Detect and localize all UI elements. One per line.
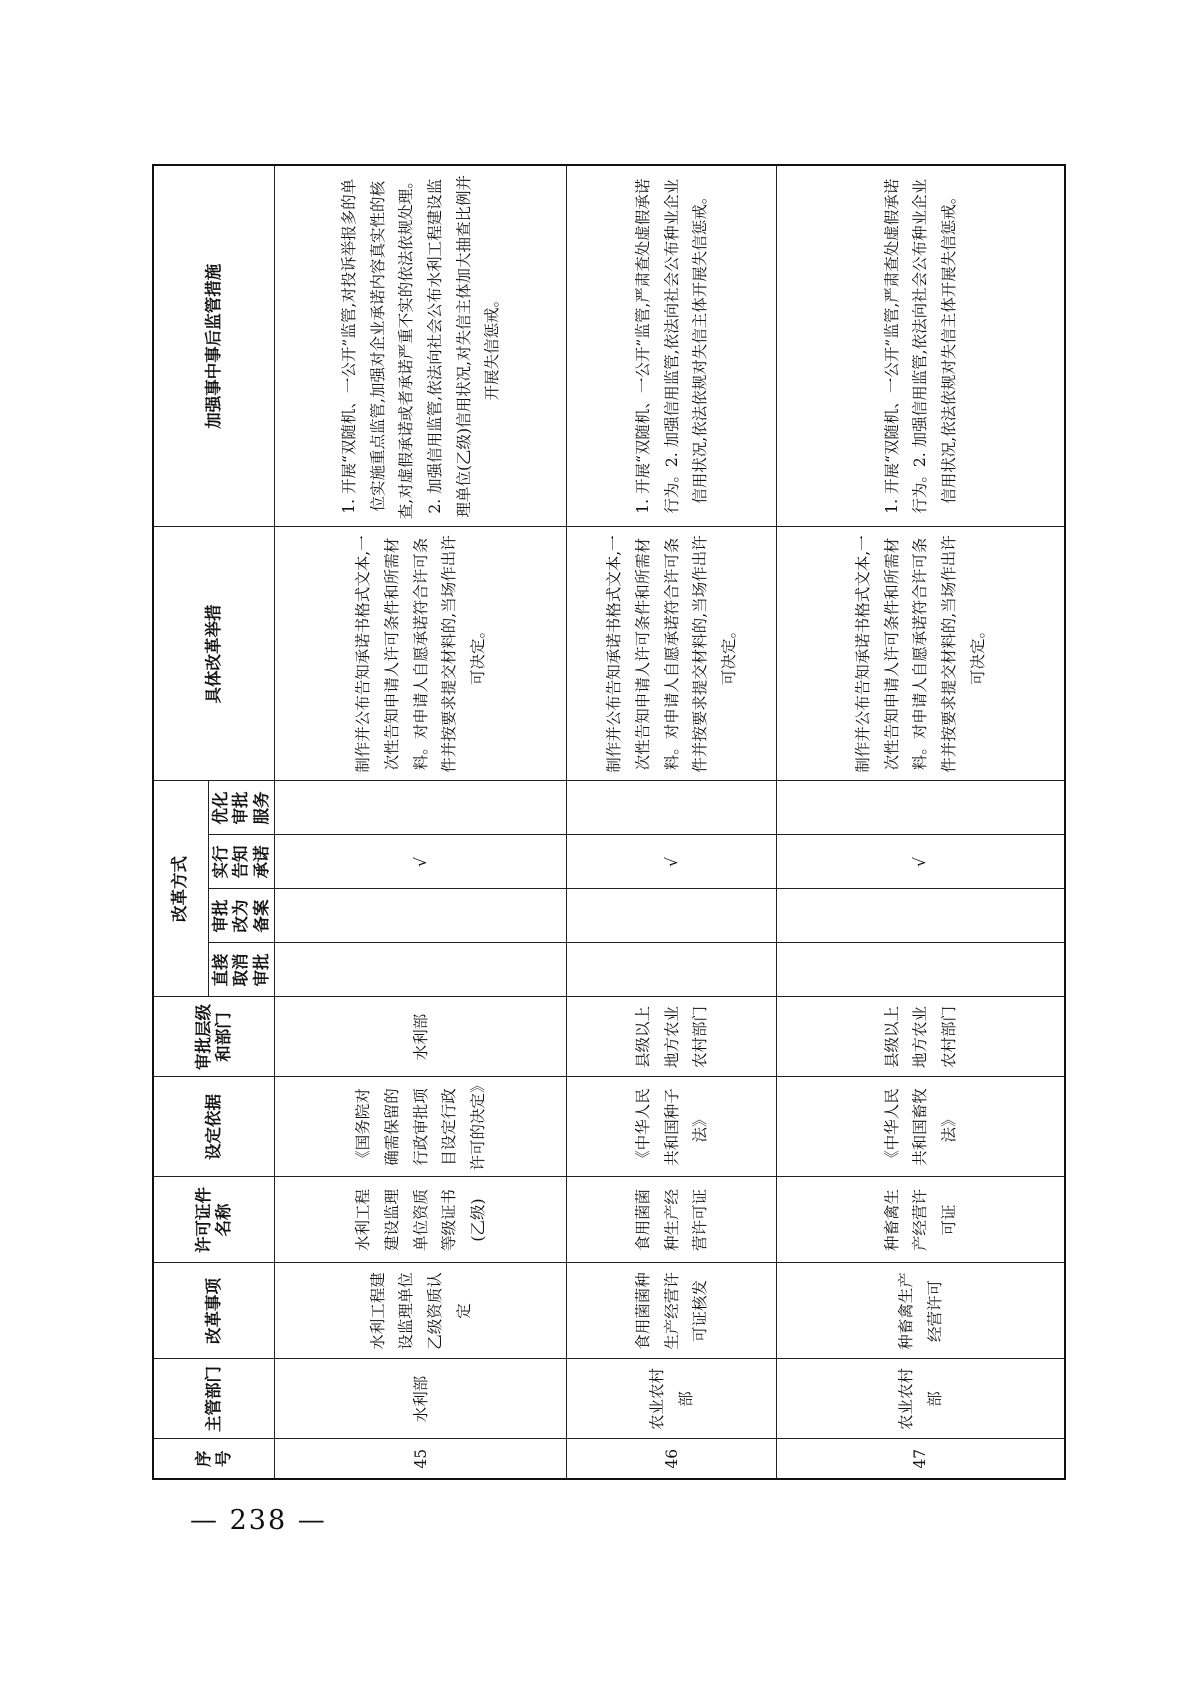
cell-dept: 农业农村部: [777, 1359, 1065, 1439]
cell-seq: 45: [275, 1439, 567, 1479]
cell-item: 水利工程建设监理单位乙级资质认定: [275, 1263, 567, 1359]
cell-license: 食用菌菌种生产经营许可证: [567, 1177, 777, 1263]
cell-level: 县级以上地方农业农村部门: [567, 997, 777, 1077]
cell-method-optimize: [777, 781, 1065, 835]
cell-level: 县级以上地方农业农村部门: [777, 997, 1065, 1077]
header-dept: 主管部门: [153, 1359, 275, 1439]
cell-supervision: 1. 开展“双随机、一公开”监管,严肃查处虚假承诺行为。2. 加强信用监管,依法向社会公布种业企业信用状况,依法依规对失信主体开展失信惩戒。: [777, 165, 1065, 527]
cell-license: 水利工程建设监理单位资质等级证书(乙级): [275, 1177, 567, 1263]
cell-method-commitment: √: [275, 835, 567, 889]
header-seq: 序号: [153, 1439, 275, 1479]
header-method-cancel: 直接取消审批: [208, 943, 275, 997]
cell-item: 种畜禽生产经营许可: [777, 1263, 1065, 1359]
cell-level: 水利部: [275, 997, 567, 1077]
cell-method-filing: [777, 889, 1065, 943]
page-number: — 238 —: [190, 1505, 327, 1536]
cell-method-optimize: [275, 781, 567, 835]
header-supervision: 加强事中事后监管措施: [153, 165, 275, 527]
header-item: 改革事项: [153, 1263, 275, 1359]
table-row: [777, 165, 1065, 1479]
header-level: 审批层级和部门: [153, 997, 275, 1077]
cell-method-cancel: [777, 943, 1065, 997]
cell-license: 种畜禽生产经营许可证: [777, 1177, 1065, 1263]
header-row: [153, 165, 208, 1479]
reform-table-container: [152, 173, 1037, 1480]
cell-method-cancel: [275, 943, 567, 997]
cell-measure: 制作并公布告知承诺书格式文本,一次性告知申请人许可条件和所需材料。对申请人自愿承诺符合许可条件并按要求提交材料的,当场作出许可决定。: [567, 527, 777, 781]
cell-measure: 制作并公布告知承诺书格式文本,一次性告知申请人许可条件和所需材料。对申请人自愿承诺符合许可条件并按要求提交材料的,当场作出许可决定。: [777, 527, 1065, 781]
cell-dept: 农业农村部: [567, 1359, 777, 1439]
header-measure: 具体改革举措: [153, 527, 275, 781]
header-method: 改革方式: [153, 781, 208, 997]
cell-supervision: 1. 开展“双随机、一公开”监管,严肃查处虚假承诺行为。2. 加强信用监管,依法向社会公布种业企业信用状况,依法依规对失信主体开展失信惩戒。: [567, 165, 777, 527]
cell-basis: 《国务院对确需保留的行政审批项目设定行政许可的决定》: [275, 1077, 567, 1177]
cell-supervision: 1. 开展“双随机、一公开”监管,对投诉举报多的单位实施重点监管,加强对企业承诺内容真实性的核查,对虚假承诺或者承诺严重不实的依法依规处理。2. 加强信用监管,依法向社会公布水利工程建设监理单位(乙级)信用状况,对失信主体加大抽查比例并开展失信惩戒。: [275, 165, 567, 527]
reform-table: [152, 164, 1066, 1480]
cell-seq: 47: [777, 1439, 1065, 1479]
table-row: [567, 165, 777, 1479]
cell-method-commitment: √: [567, 835, 777, 889]
header-method-filing: 审批改为备案: [208, 889, 275, 943]
header-license: 许可证件名称: [153, 1177, 275, 1263]
cell-dept: 水利部: [275, 1359, 567, 1439]
header-basis: 设定依据: [153, 1077, 275, 1177]
cell-method-optimize: [567, 781, 777, 835]
table-row: [275, 165, 567, 1479]
cell-method-commitment: √: [777, 835, 1065, 889]
cell-method-filing: [275, 889, 567, 943]
cell-basis: 《中华人民共和国畜牧法》: [777, 1077, 1065, 1177]
cell-item: 食用菌菌种生产经营许可证核发: [567, 1263, 777, 1359]
cell-measure: 制作并公布告知承诺书格式文本,一次性告知申请人许可条件和所需材料。对申请人自愿承诺符合许可条件并按要求提交材料的,当场作出许可决定。: [275, 527, 567, 781]
header-method-optimize: 优化审批服务: [208, 781, 275, 835]
cell-method-cancel: [567, 943, 777, 997]
cell-seq: 46: [567, 1439, 777, 1479]
cell-method-filing: [567, 889, 777, 943]
cell-basis: 《中华人民共和国种子法》: [567, 1077, 777, 1177]
header-method-commitment: 实行告知承诺: [208, 835, 275, 889]
